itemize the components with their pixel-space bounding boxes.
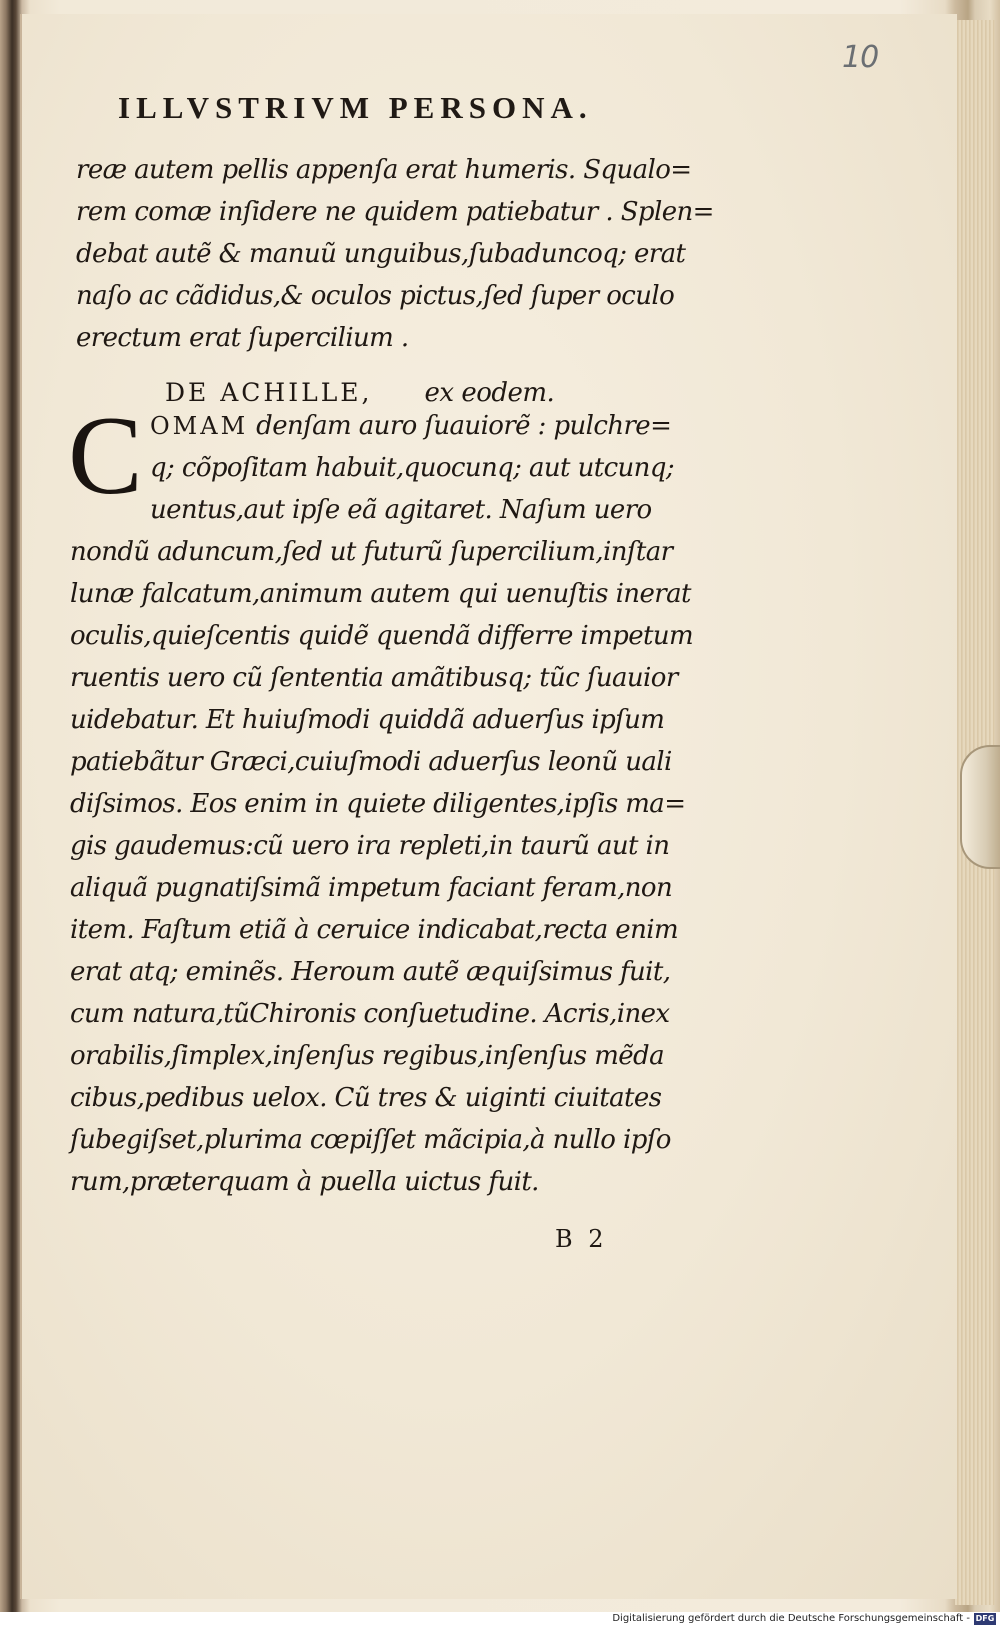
text-line: cum natura,tũChironis conſuetudine. Acris,inex xyxy=(70,999,670,1029)
text-line: gis gaudemus:cũ uero ira repleti,in taurũ aut in xyxy=(70,831,670,861)
text-line: naſo ac cãdidus,& oculos pictus,ſed ſuper oculo xyxy=(76,281,675,311)
text-line: debat autẽ & manuũ unguibus,ſubaduncoq; erat xyxy=(76,239,686,269)
text-line: item. Faſtum etiã à ceruice indicabat,recta enim xyxy=(70,915,679,945)
text-line: patiebãtur Græci,cuiuſmodi aduerſus leonũ uali xyxy=(70,747,672,777)
text-line: rum,præterquam à puella uictus fuit. xyxy=(70,1167,539,1197)
dfg-logo-icon: DFG xyxy=(975,1614,995,1623)
text-line: ruentis uero cũ ſententia amãtibusq; tũc ſuauior xyxy=(70,663,678,693)
text-line: q; cõpoſitam habuit,quocunq; aut utcunq; xyxy=(150,453,675,483)
text-line-rest: denſam auro ſuauiorẽ : pulchre= xyxy=(256,411,672,441)
folio-number: 10 xyxy=(842,40,879,75)
text-line: uentus,aut ipſe eã agitaret. Naſum uero xyxy=(150,495,652,525)
text-line: orabilis,ſimplex,inſenſus regibus,inſenſus mẽda xyxy=(70,1041,664,1071)
section-heading xyxy=(165,378,554,408)
text-line: erat atq; eminẽs. Heroum autẽ æquiſsimus fuit, xyxy=(70,957,671,987)
text-line: erectum erat ſupercilium . xyxy=(76,323,409,353)
footer-credit: Digitalisierung gefördert durch die Deutsche Forschungsgemeinschaft - xyxy=(612,1613,970,1624)
heading-title: DE ACHILLE, xyxy=(165,378,373,407)
text-line: nondũ aduncum,ſed ut futurũ ſupercilium,inſtar xyxy=(70,537,673,567)
text-line: uidebatur. Et huiuſmodi quiddã aduerſus ipſum xyxy=(70,705,665,735)
text-line: aliquã pugnatiſsimã impetum faciant feram,non xyxy=(70,873,673,903)
heading-source: ex eodem. xyxy=(424,378,555,408)
text-line: diſsimos. Eos enim in quiete diligentes,ipſis ma= xyxy=(70,789,686,819)
text-line: reæ autem pellis appenſa erat humeris. Squalo= xyxy=(76,155,692,185)
text-line: lunæ falcatum,animum autem qui uenuſtis inerat xyxy=(70,579,691,609)
drop-cap: C xyxy=(68,394,143,518)
text-line: rem comæ inſidere ne quidem patiebatur . Splen= xyxy=(76,197,714,227)
text-line: oculis,quieſcentis quidẽ quendã differre impetum xyxy=(70,621,694,651)
signature-mark: B 2 xyxy=(555,1225,608,1253)
text-line xyxy=(150,413,671,439)
text-line: cibus,pedibus uelox. Cũ tres & uiginti ciuitates xyxy=(70,1083,662,1113)
first-word: OMAM xyxy=(150,412,249,440)
text-line: ſubegiſset,plurima cœpiſſet mãcipia,à nullo ipſo xyxy=(70,1125,671,1155)
running-head: ILLVSTRIVM PERSONA. xyxy=(118,90,593,125)
